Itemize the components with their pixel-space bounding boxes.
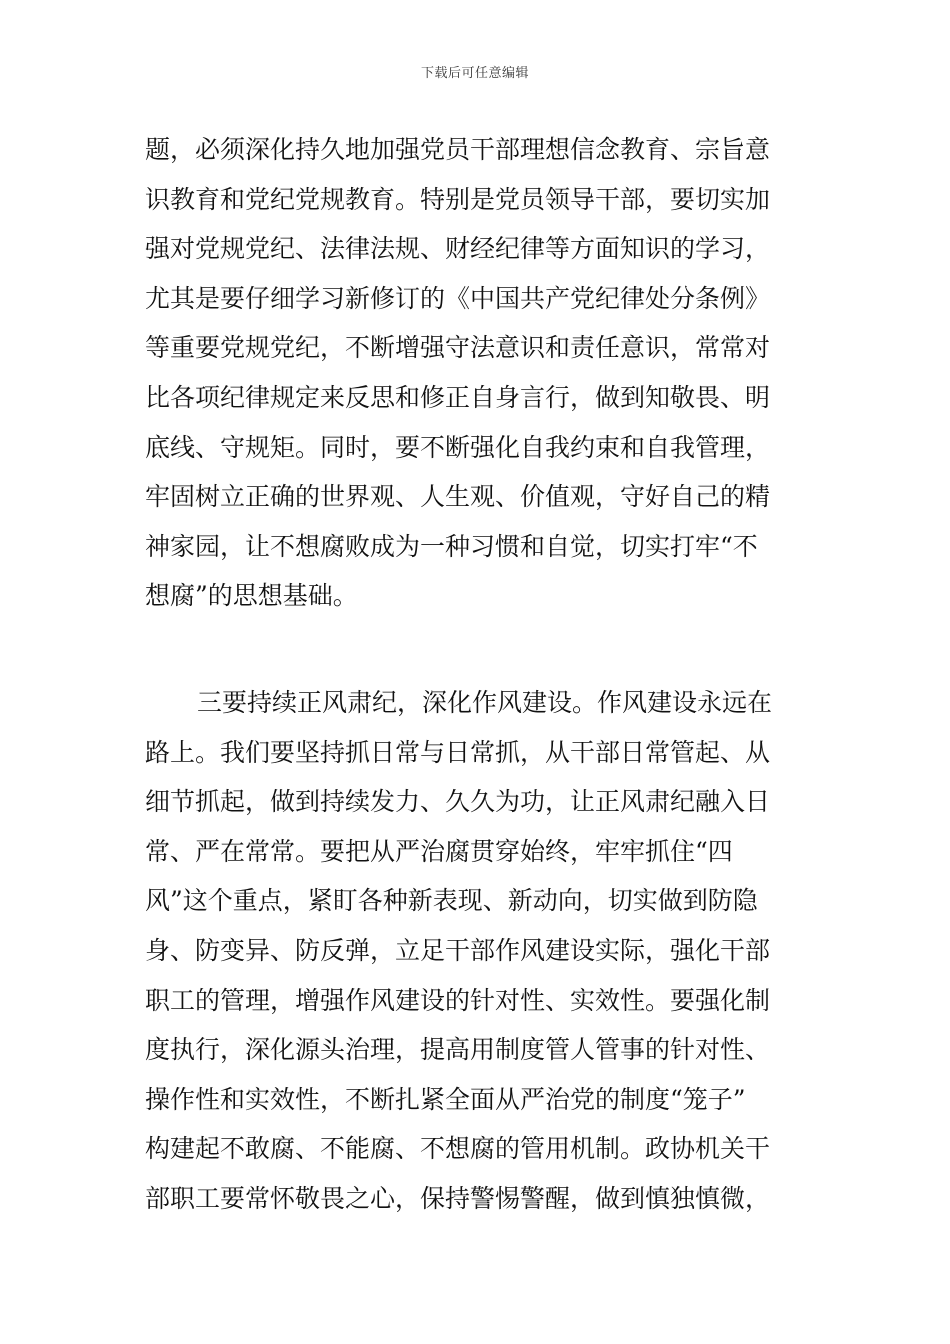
text-line: 牢固树立正确的世界观、人生观、价值观，守好自己的精 — [145, 482, 771, 512]
text-line: 部职工要常怀敬畏之心，保持警惕警醒，做到慎独慎微， — [145, 1183, 771, 1213]
paragraph-spacer — [145, 621, 807, 678]
text-line: 底线、守规矩。同时，要不断强化自我约束和自我管理， — [145, 432, 771, 462]
text-line: 操作性和实效性，不断扎紧全面从严治党的制度“笼子” — [145, 1084, 746, 1114]
text-line: 比各项纪律规定来反思和修正自身言行，做到知敬畏、明 — [145, 382, 771, 412]
text-line: 想腐”的思想基础。 — [145, 581, 358, 611]
text-line: 风”这个重点，紧盯各种新表现、新动向，切实做到防隐 — [145, 886, 758, 916]
text-line: 神家园，让不想腐败成为一种习惯和自觉，切实打牢“不 — [145, 531, 758, 561]
text-line: 尤其是要仔细学习新修订的《中国共产党纪律处分条例》 — [145, 283, 771, 313]
text-line: 职工的管理，增强作风建设的针对性、实效性。要强化制 — [145, 985, 771, 1015]
text-line: 细节抓起，做到持续发力、久久为功，让正风肃纪融入日 — [145, 787, 771, 817]
text-line: 题，必须深化持久地加强党员干部理想信念教育、宗旨意 — [145, 135, 771, 164]
text-line: 身、防变异、防反弹，立足干部作风建设实际，强化干部 — [145, 935, 771, 965]
page-header: 下载后可任意编辑 — [420, 66, 529, 81]
text-line: 路上。我们要坚持抓日常与日常抓，从干部日常管起、从 — [145, 737, 771, 767]
paragraph — [145, 678, 807, 1224]
paragraph — [145, 125, 807, 621]
text-line: 识教育和党纪党规教育。特别是党员领导干部，要切实加 — [145, 184, 771, 214]
text-line: 等重要党规党纪，不断增强守法意识和责任意识，常常对 — [145, 333, 771, 363]
text-line: 度执行，深化源头治理，提高用制度管人管事的针对性、 — [145, 1035, 771, 1065]
document-body — [145, 125, 807, 1223]
text-line: 常、严在常常。要把从严治腐贯穿始终，牢牢抓住“四 — [145, 836, 733, 866]
text-line: 构建起不敢腐、不能腐、不想腐的管用机制。政协机关干 — [145, 1134, 771, 1164]
text-line: 强对党规党纪、法律法规、财经纪律等方面知识的学习， — [145, 234, 771, 264]
text-line: 三要持续正风肃纪，深化作风建设。作风建设永远在 — [197, 687, 773, 717]
